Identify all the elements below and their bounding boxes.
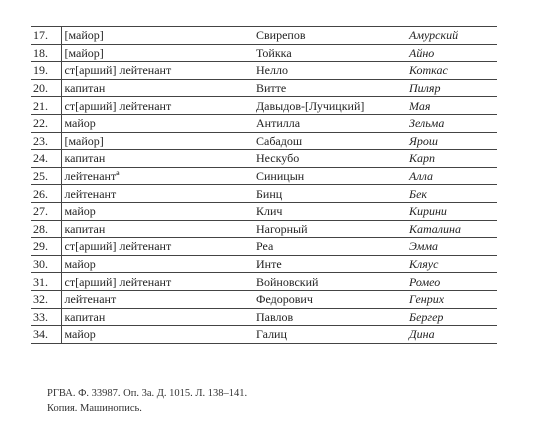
table-row xyxy=(31,27,497,45)
rank-cell: лейтенант xyxy=(61,185,253,203)
codename-cell: Кляус xyxy=(406,255,497,273)
table-row xyxy=(31,326,497,344)
row-number: 33. xyxy=(31,308,61,326)
codename-cell: Зельма xyxy=(406,114,497,132)
table-row xyxy=(31,202,497,220)
rank-cell: лейтенант xyxy=(61,290,253,308)
surname-cell: Бинц xyxy=(253,185,406,203)
table-row xyxy=(31,114,497,132)
row-number: 28. xyxy=(31,220,61,238)
row-number: 26. xyxy=(31,185,61,203)
table-row xyxy=(31,167,497,185)
table-row xyxy=(31,97,497,115)
codename-cell: Алла xyxy=(406,167,497,185)
codename-cell: Мая xyxy=(406,97,497,115)
surname-cell: Галиц xyxy=(253,326,406,344)
table-row xyxy=(31,273,497,291)
rank-cell: майор xyxy=(61,326,253,344)
row-number: 24. xyxy=(31,150,61,168)
rank-cell: ст[арший] лейтенант xyxy=(61,238,253,256)
surname-cell: Павлов xyxy=(253,308,406,326)
table-row xyxy=(31,255,497,273)
rank-cell: ст[арший] лейтенант xyxy=(61,62,253,80)
codename-cell: Амурский xyxy=(406,27,497,45)
row-number: 20. xyxy=(31,79,61,97)
codename-cell: Ромео xyxy=(406,273,497,291)
codename-cell: Коткас xyxy=(406,62,497,80)
surname-cell: Клич xyxy=(253,202,406,220)
surname-cell: Нескубо xyxy=(253,150,406,168)
surname-cell: Инте xyxy=(253,255,406,273)
row-number: 34. xyxy=(31,326,61,344)
row-number: 22. xyxy=(31,114,61,132)
row-number: 23. xyxy=(31,132,61,150)
row-number: 30. xyxy=(31,255,61,273)
surname-cell: Нагорный xyxy=(253,220,406,238)
table-row xyxy=(31,290,497,308)
archive-citation: РГВА. Ф. 33987. Оп. 3а. Д. 1015. Л. 138–141. xyxy=(47,388,248,399)
row-number: 31. xyxy=(31,273,61,291)
table-row xyxy=(31,150,497,168)
surname-cell: Тойкка xyxy=(253,44,406,62)
row-number: 17. xyxy=(31,27,61,45)
codename-cell: Дина xyxy=(406,326,497,344)
copy-note: Копия. Машинопись. xyxy=(47,403,142,414)
rank-cell: лейтенантª xyxy=(61,167,253,185)
table-row xyxy=(31,79,497,97)
table-row xyxy=(31,44,497,62)
surname-cell: Давыдов-[Лучицкий] xyxy=(253,97,406,115)
table-row xyxy=(31,238,497,256)
surname-cell: Свирепов xyxy=(253,27,406,45)
surname-cell: Сабадош xyxy=(253,132,406,150)
row-number: 25. xyxy=(31,167,61,185)
codename-cell: Карп xyxy=(406,150,497,168)
codename-cell: Бергер xyxy=(406,308,497,326)
codename-cell: Кирини xyxy=(406,202,497,220)
source-note xyxy=(47,386,247,416)
codename-cell: Генрих xyxy=(406,290,497,308)
rank-cell: ст[арший] лейтенант xyxy=(61,97,253,115)
codename-cell: Пиляр xyxy=(406,79,497,97)
rank-cell: ст[арший] лейтенант xyxy=(61,273,253,291)
codename-cell: Бек xyxy=(406,185,497,203)
codename-cell: Эмма xyxy=(406,238,497,256)
row-number: 18. xyxy=(31,44,61,62)
rank-cell: майор xyxy=(61,255,253,273)
rank-cell: капитан xyxy=(61,308,253,326)
row-number: 21. xyxy=(31,97,61,115)
surname-cell: Федорович xyxy=(253,290,406,308)
table-row xyxy=(31,62,497,80)
codename-cell: Ярош xyxy=(406,132,497,150)
row-number: 19. xyxy=(31,62,61,80)
row-number: 27. xyxy=(31,202,61,220)
row-number: 29. xyxy=(31,238,61,256)
rank-cell: капитан xyxy=(61,150,253,168)
rank-cell: [майор] xyxy=(61,132,253,150)
personnel-table-body xyxy=(31,27,497,344)
rank-cell: [майор] xyxy=(61,44,253,62)
row-number: 32. xyxy=(31,290,61,308)
rank-cell: [майор] xyxy=(61,27,253,45)
surname-cell: Антилла xyxy=(253,114,406,132)
surname-cell: Реа xyxy=(253,238,406,256)
surname-cell: Витте xyxy=(253,79,406,97)
rank-cell: капитан xyxy=(61,79,253,97)
table-row xyxy=(31,132,497,150)
surname-cell: Нелло xyxy=(253,62,406,80)
table-row xyxy=(31,185,497,203)
table-row xyxy=(31,220,497,238)
table-row xyxy=(31,308,497,326)
personnel-table xyxy=(31,26,497,344)
rank-cell: капитан xyxy=(61,220,253,238)
rank-cell: майор xyxy=(61,202,253,220)
codename-cell: Каталина xyxy=(406,220,497,238)
surname-cell: Войновский xyxy=(253,273,406,291)
rank-cell: майор xyxy=(61,114,253,132)
codename-cell: Айно xyxy=(406,44,497,62)
surname-cell: Синицын xyxy=(253,167,406,185)
